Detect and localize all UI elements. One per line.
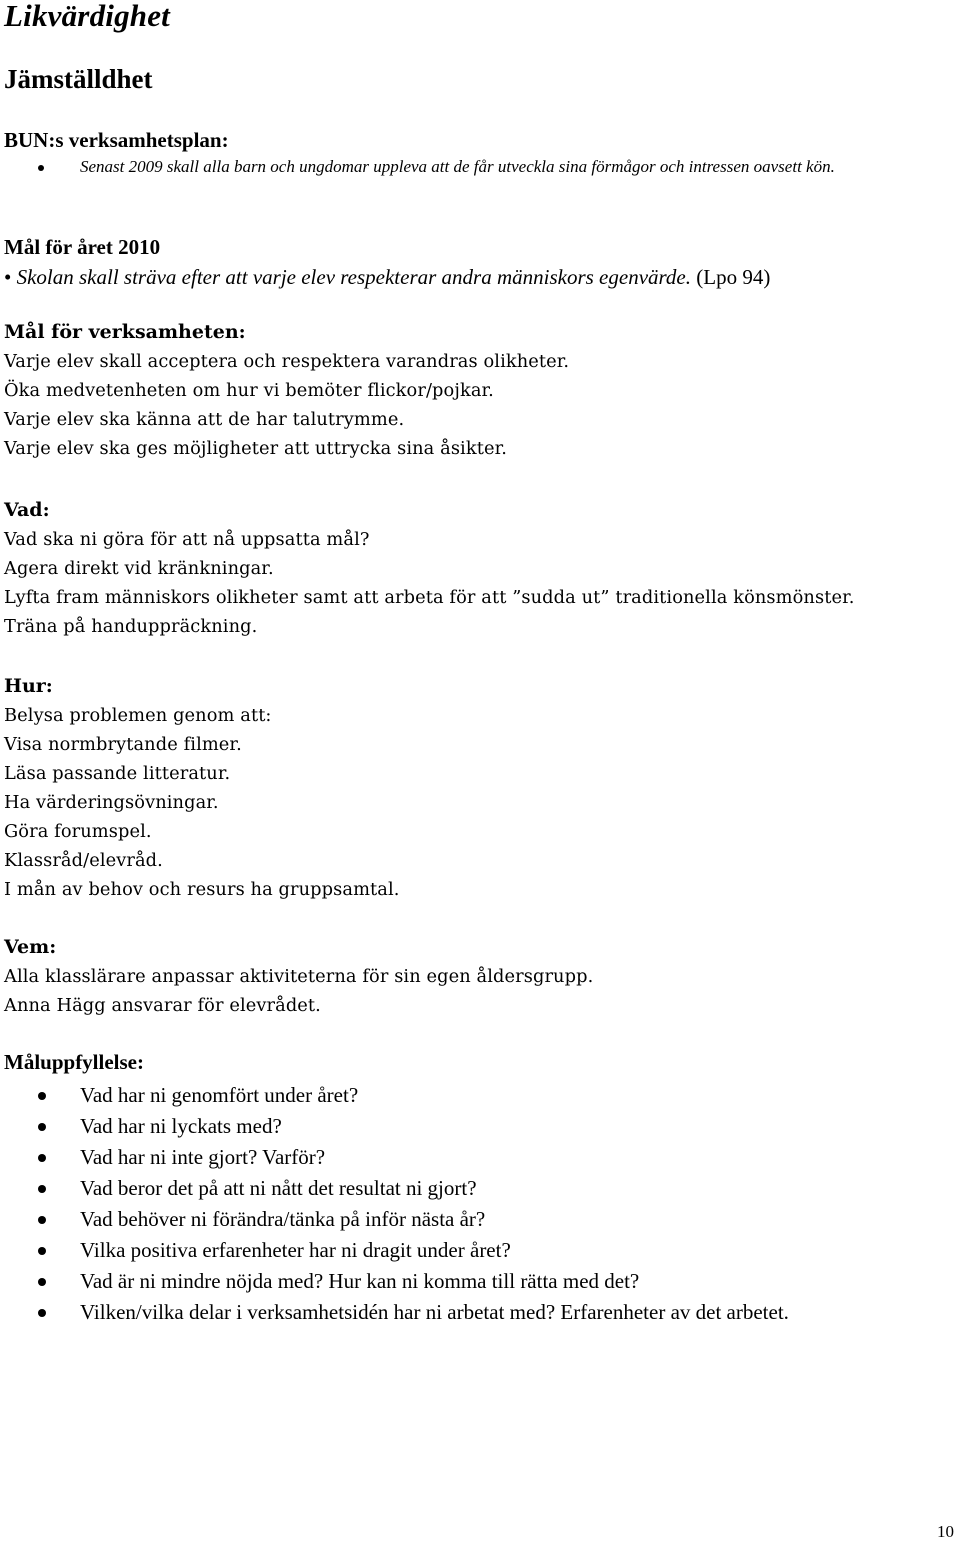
bullet-icon: •: [4, 265, 12, 289]
list-item-text: Vilka positiva erfarenheter har ni dragit under året?: [80, 1238, 511, 1262]
hur-line: Göra forumspel.: [4, 821, 152, 842]
vad-section: [4, 496, 854, 641]
bullet-icon: [38, 1185, 46, 1193]
verksamhet-section: [4, 318, 569, 463]
list-item-text: Vad beror det på att ni nått det resultat ni gjort?: [80, 1176, 477, 1200]
bullet-icon: [38, 1216, 46, 1224]
page-number: 10: [937, 1522, 954, 1541]
vem-line: Alla klasslärare anpassar aktiviteterna för sin egen åldersgrupp.: [4, 966, 594, 987]
list-item: [0, 1297, 960, 1328]
vad-line: Agera direkt vid kränkningar.: [4, 558, 274, 579]
maluppfyllelse-list: [0, 1080, 960, 1328]
bullet-icon: [38, 1154, 46, 1162]
goal-year-heading: Mål för året 2010: [4, 235, 161, 259]
goal-year-line: [4, 265, 770, 290]
list-item-text: Vilken/vilka delar i verksamhetsidén har ni arbetat med? Erfarenheter av det arbetet.: [80, 1300, 789, 1324]
bun-heading: BUN:s verksamhetsplan:: [4, 128, 229, 152]
verksamhet-line: Öka medvetenheten om hur vi bemöter flickor/pojkar.: [4, 380, 494, 401]
goal-year-reference: (Lpo 94): [691, 265, 771, 289]
list-item: [0, 1235, 960, 1266]
bullet-icon: [38, 1123, 46, 1131]
verksamhet-line: Varje elev skall acceptera och respektera varandras olikheter.: [4, 351, 570, 372]
bullet-icon: [38, 1092, 46, 1100]
goal-year-text: Skolan skall sträva efter att varje elev respekterar andra människors egenvärde.: [16, 265, 691, 289]
maluppfyllelse-heading: Måluppfyllelse:: [4, 1050, 144, 1074]
list-item: [0, 1173, 960, 1204]
list-item: [0, 1111, 960, 1142]
section-title: Jämställdhet: [4, 64, 153, 94]
vem-heading: Vem:: [4, 936, 57, 958]
verksamhet-line: Varje elev ska ges möjligheter att uttrycka sina åsikter.: [4, 438, 507, 459]
hur-line: Visa normbrytande filmer.: [4, 734, 242, 755]
list-item-text: Vad är ni mindre nöjda med? Hur kan ni komma till rätta med det?: [80, 1269, 640, 1293]
hur-line: Belysa problemen genom att:: [4, 705, 272, 726]
hur-section: [4, 672, 400, 904]
hur-heading: Hur:: [4, 675, 53, 697]
vad-line: Vad ska ni göra för att nå uppsatta mål?: [4, 529, 370, 550]
hur-line: Ha värderingsövningar.: [4, 792, 219, 813]
list-item: [0, 1266, 960, 1297]
list-item-text: Vad har ni lyckats med?: [80, 1114, 282, 1138]
bullet-icon: [38, 1278, 46, 1286]
list-item: [0, 1080, 960, 1111]
verksamhet-line: Varje elev ska känna att de har talutrymme.: [4, 409, 405, 430]
bullet-icon: [38, 1309, 46, 1317]
vem-section: [4, 933, 593, 1020]
bun-list: [0, 156, 960, 178]
bullet-icon: [38, 1247, 46, 1255]
hur-line: I mån av behov och resurs ha gruppsamtal.: [4, 879, 400, 900]
list-item: [0, 1142, 960, 1173]
main-title: Likvärdighet: [4, 0, 170, 33]
vem-line: Anna Hägg ansvarar för elevrådet.: [4, 995, 321, 1016]
vad-heading: Vad:: [4, 499, 50, 521]
hur-line: Klassråd/elevråd.: [4, 850, 163, 871]
verksamhet-heading: Mål för verksamheten:: [4, 321, 246, 343]
list-item: [0, 1204, 960, 1235]
list-item-text: Vad behöver ni förändra/tänka på inför nästa år?: [80, 1207, 486, 1231]
list-item: [0, 156, 960, 178]
list-item-text: Vad har ni genomfört under året?: [80, 1083, 359, 1107]
list-item-text: Vad har ni inte gjort? Varför?: [80, 1145, 326, 1169]
vad-line: Träna på handuppräckning.: [4, 616, 258, 637]
list-item-text: Senast 2009 skall alla barn och ungdomar uppleva att de får utveckla sina förmågor och intressen oavsett kön.: [80, 157, 835, 176]
hur-line: Läsa passande litteratur.: [4, 763, 231, 784]
vad-line: Lyfta fram människors olikheter samt att arbeta för att ”sudda ut” traditionella könsmönster.: [4, 587, 855, 608]
bullet-icon: [38, 165, 44, 171]
